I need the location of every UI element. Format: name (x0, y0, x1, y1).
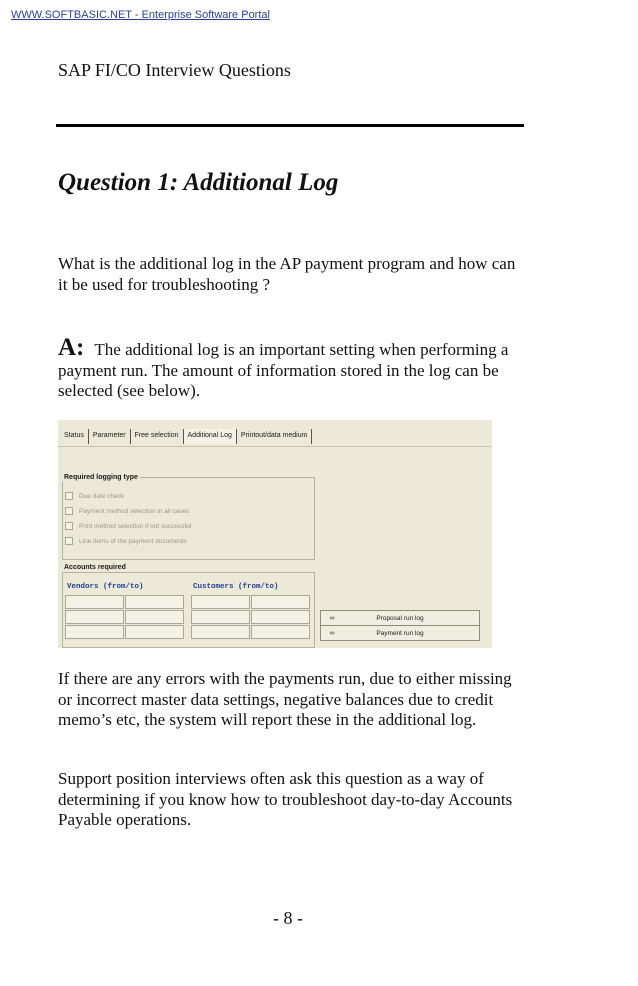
interview-tip-paragraph: Support position interviews often ask this question as a way of determining if you know how to troubleshoot day-to-day Accounts Payable operations. (58, 769, 513, 829)
tab-printout-data-medium[interactable]: Printout/data medium (237, 429, 313, 444)
logging-option[interactable] (65, 492, 124, 500)
tab-bar (60, 429, 312, 445)
tab-parameter[interactable]: Parameter (89, 429, 131, 444)
checkbox[interactable] (65, 507, 73, 515)
logging-option-label: Line items of the payment documents (79, 537, 188, 545)
answer-text: The additional log is an important setting when performing a payment run. The amount of information stored in the log can be selected (see below). (58, 340, 509, 400)
logging-option-label: Payment method selection in all cases (79, 507, 190, 515)
answer-paragraph (58, 334, 528, 402)
customer-from-input[interactable] (191, 625, 250, 639)
portal-link[interactable]: WWW.SOFTBASIC.NET - Enterprise Software Portal (11, 9, 270, 21)
document-title: SAP FI/CO Interview Questions (58, 60, 291, 80)
vendor-from-input[interactable] (65, 595, 124, 609)
question-text: What is the additional log in the AP payment program and how can it be used for troubleshooting ? (58, 254, 516, 294)
tab-divider (58, 446, 492, 447)
button-label: Payment run log (376, 629, 424, 637)
button-label: Proposal run log (376, 614, 424, 622)
logging-option-label: Print method selection if not successful (79, 522, 192, 530)
customers-header: Customers (from/to) (193, 583, 279, 591)
vendors-header: Vendors (from/to) (67, 583, 144, 591)
explanation-paragraph: If there are any errors with the payments run, due to either missing or incorrect master data settings, negative balances due to credit memo’s etc, the system will report these in the additional log. (58, 669, 512, 729)
logging-option-label: Due date check (79, 492, 125, 500)
vendor-from-input[interactable] (65, 625, 124, 639)
logging-option[interactable] (65, 537, 187, 545)
glasses-icon: ∞ (329, 629, 335, 637)
tab-status[interactable]: Status (60, 429, 89, 444)
checkbox[interactable] (65, 537, 73, 545)
header-rule (56, 124, 524, 127)
vendor-to-input[interactable] (125, 595, 184, 609)
logging-option[interactable] (65, 507, 190, 515)
tab-free-selection[interactable]: Free selection (131, 429, 184, 444)
glasses-icon: ∞ (329, 614, 335, 622)
sap-screenshot (58, 420, 492, 648)
logging-option[interactable] (65, 522, 191, 530)
question-heading: Question 1: Additional Log (58, 169, 339, 196)
logging-type-group (62, 477, 315, 560)
page-number: - 8 - (273, 908, 303, 928)
customer-from-input[interactable] (191, 610, 250, 624)
tab-additional-log[interactable]: Additional Log (184, 429, 237, 444)
vendor-from-input[interactable] (65, 610, 124, 624)
customer-to-input[interactable] (251, 595, 310, 609)
accounts-title: Accounts required (64, 564, 126, 571)
vendor-to-input[interactable] (125, 625, 184, 639)
vendor-to-input[interactable] (125, 610, 184, 624)
proposal-run-log-button[interactable] (320, 610, 480, 626)
customer-to-input[interactable] (251, 610, 310, 624)
payment-run-log-button[interactable] (320, 625, 480, 641)
customer-to-input[interactable] (251, 625, 310, 639)
answer-marker: A: (58, 334, 85, 361)
checkbox[interactable] (65, 492, 73, 500)
logging-type-title: Required logging type (64, 474, 138, 481)
checkbox[interactable] (65, 522, 73, 530)
customer-from-input[interactable] (191, 595, 250, 609)
